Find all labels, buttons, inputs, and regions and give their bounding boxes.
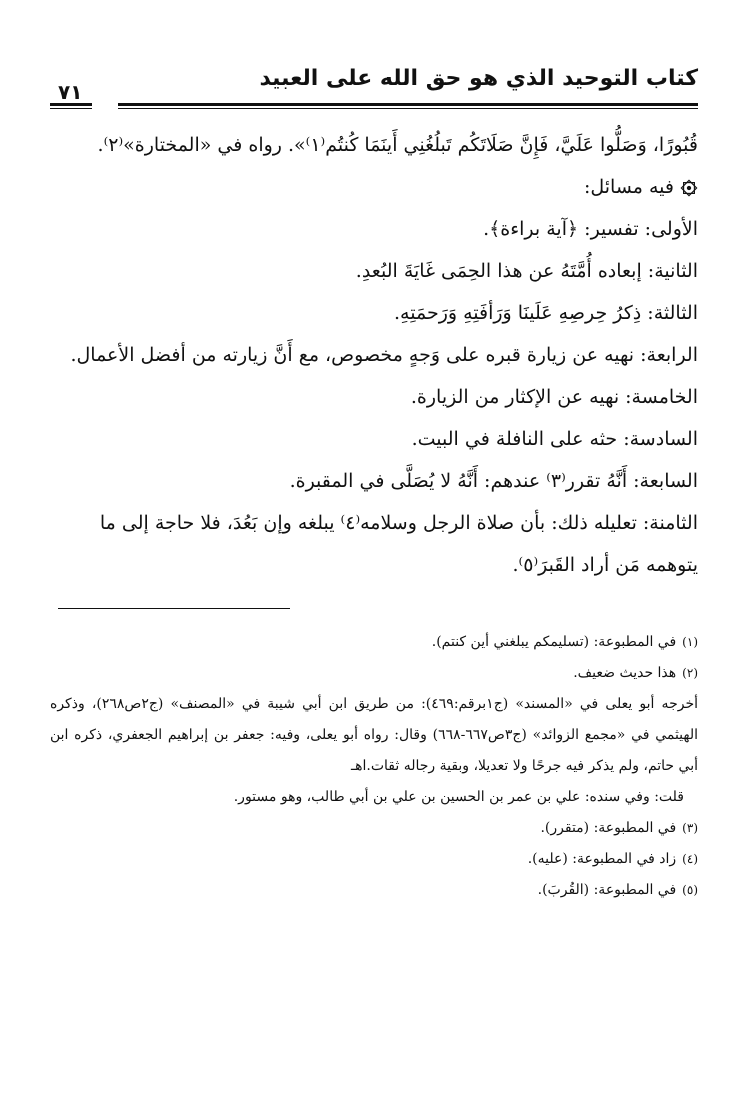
text-line: الرابعة: نهيه عن زيارة قبره على وَجهٍ مخصوص، مع أَنَّ زيارته من أفضل الأعمال. [70,344,698,366]
page-number-rule [50,103,92,109]
footnote-separator [58,608,290,609]
masail-heading-line [50,166,698,208]
text-line: السادسة: حثه على النافلة في البيت. [411,428,698,450]
footnote-text: زاد في المطبوعة: (عليه). [527,851,677,867]
text-line: الثالثة: ذِكرُ حِرصِهِ عَلَينَا وَرَأفَتِهِ وَرَحمَتِهِ. [394,302,698,324]
footnote [50,627,698,658]
text-line: الثامنة: تعليله ذلك: بأن صلاة الرجل وسلامه⁽٤⁾ يبلغه وإن بَعُدَ، فلا حاجة إلى ما يتوهمه مَن أراد القَبرَ⁽٥⁾. [99,512,698,576]
footnote-text: هذا حديث ضعيف. [573,665,677,681]
text-line: قُبُورًا، وَصَلُّوا عَلَيَّ، فَإِنَّ صَلَاتَكُم تَبلُغُنِي أَينَمَا كُنتُم⁽١⁾». رواه في «المختارة»⁽٢⁾. [97,134,698,156]
footnote-mark: (٣) [682,821,698,835]
footnote [50,875,698,906]
footnote-mark: (١) [682,635,698,649]
footnote-text: في المطبوعة: (متقرر). [540,820,677,836]
text-line: الخامسة: نهيه عن الإكثار من الزيارة. [410,386,698,408]
running-header [50,60,698,110]
footnote-paragraph: أخرجه أبو يعلى في «المسند» (ج١برقم:٤٦٩): من طريق ابن أبي شيبة في «المصنف» (ج٢ص٢٦٨)، وذكره الهيثمي في «مجمع الزوائد» (ج٣ص٦٦٧-٦٦٨) وقال: رواه أبو يعلى، وفيه: جعفر بن إبراهيم الجعفري، ذكره ابن أبي حاتم، ولم يذكر فيه جرحًا ولا تعديلا، وبقية رجاله ثقات.اهـ [50,696,699,774]
page-number: ٧١ [58,80,83,104]
footnote [50,844,698,875]
footnotes [50,627,698,906]
footnote-paragraph: قلت: وفي سنده: علي بن عمر بن الحسين بن علي بن أبي طالب، وهو مستور. [233,789,684,805]
book-title: كتاب التوحيد الذي هو حق الله على العبيد [259,66,698,91]
ornament-icon [680,179,698,197]
footnote [50,813,698,844]
header-rule [118,103,698,109]
footnote-mark: (٥) [682,883,698,897]
footnote-mark: (٢) [682,666,698,680]
main-text [50,124,698,586]
footnote-text: في المطبوعة: (تسليمكم يبلغني أين كنتم). [431,634,677,650]
text-line: الأولى: تفسير: ﴿آية براءة﴾. [483,218,698,240]
masail-heading: فيه مسائل: [583,176,674,198]
footnote-mark: (٤) [682,852,698,866]
footnote-text: في المطبوعة: (القُربَ). [537,882,677,898]
footnote [50,658,698,689]
text-line: الثانية: إبعاده أُمَّتَهُ عن هذا الحِمَى غَايَةَ البُعدِ. [355,260,698,282]
text-line: السابعة: أَنَّهُ تقرر⁽٣⁾ عندهم: أَنَّهُ لا يُصَلَّى في المقبرة. [289,470,698,492]
book-page [50,60,698,906]
